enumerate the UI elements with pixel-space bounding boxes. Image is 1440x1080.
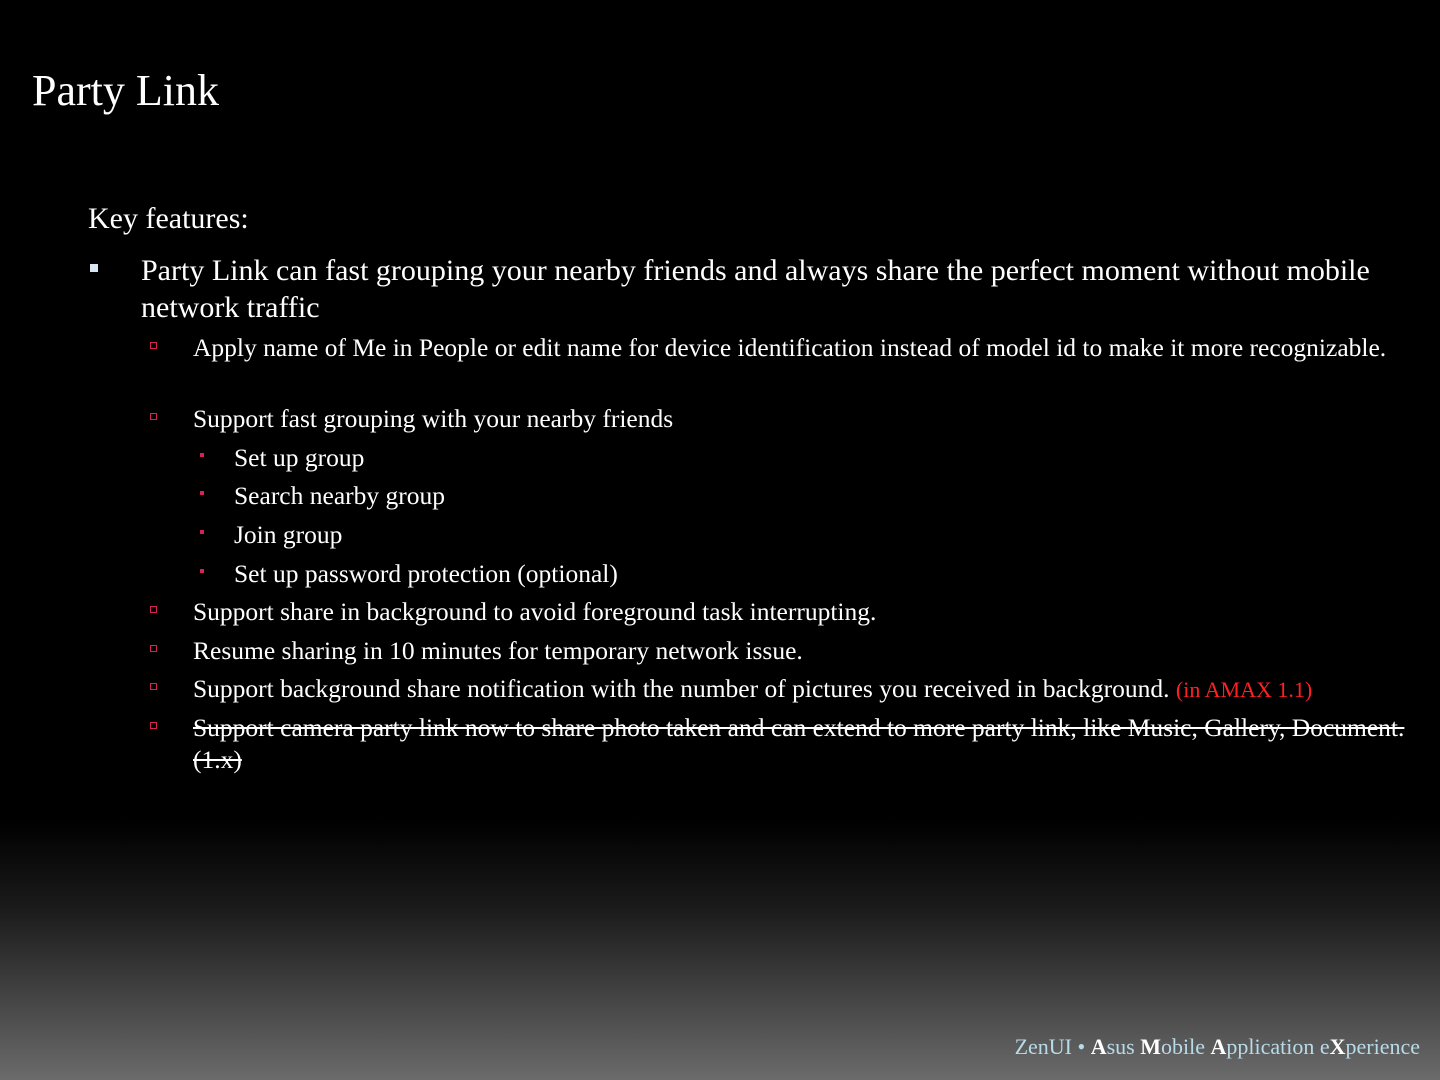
- hollow-square-bullet-icon: [150, 645, 157, 652]
- group-step-text: Join group: [234, 520, 343, 549]
- sub-item-text: Support background share notification with the number of pictures you received in background.: [193, 674, 1170, 703]
- main-bullet-item: [88, 252, 1388, 326]
- hollow-square-bullet-icon: [150, 683, 157, 690]
- amax-version-note: (in AMAX 1.1): [1175, 677, 1313, 702]
- hollow-square-bullet-icon: [150, 722, 157, 729]
- sub-item-text: Support share in background to avoid foreground task interrupting.: [193, 597, 877, 626]
- small-square-bullet-icon: [200, 491, 204, 495]
- square-bullet-icon: [90, 264, 98, 272]
- group-step-text: Set up group: [234, 443, 365, 472]
- sub-item-text: Apply name of Me in People or edit name for device identification instead of model id to make it more recognizable.: [193, 333, 1387, 362]
- footer-word-part: pplication e: [1226, 1034, 1330, 1059]
- group-step-item: [198, 442, 1398, 474]
- group-step-item: [198, 558, 1398, 590]
- intro-text: Key features:: [88, 202, 249, 235]
- footer-letter-a: A: [1090, 1034, 1107, 1059]
- footer-letter-x: X: [1329, 1034, 1346, 1059]
- sub-item-camera-party-link: [148, 712, 1418, 776]
- group-step-item: [198, 480, 1398, 512]
- small-square-bullet-icon: [200, 569, 204, 573]
- footer-letter-a2: A: [1210, 1034, 1227, 1059]
- sub-item-text: Resume sharing in 10 minutes for temporary network issue.: [193, 636, 803, 665]
- main-bullet-text: Party Link can fast grouping your nearby friends and always share the perfect moment without mobile network traffic: [141, 254, 1370, 324]
- small-square-bullet-icon: [200, 453, 204, 457]
- small-square-bullet-icon: [200, 530, 204, 534]
- footer-prefix: ZenUI •: [1014, 1034, 1091, 1059]
- group-step-text: Search nearby group: [234, 481, 445, 510]
- group-step-text: Set up password protection (optional): [234, 559, 618, 588]
- hollow-square-bullet-icon: [150, 606, 157, 613]
- hollow-square-bullet-icon: [150, 413, 157, 420]
- hollow-square-bullet-icon: [150, 342, 157, 349]
- footer-word-part: perience: [1345, 1034, 1420, 1059]
- footer-word-part: obile: [1160, 1034, 1211, 1059]
- sub-item-resume-sharing: [148, 635, 1418, 667]
- footer-branding: [1015, 1034, 1420, 1060]
- sub-item-share-notification: [148, 673, 1438, 706]
- struck-item-text: Support camera party link now to share photo taken and can extend to more party link, like Music, Gallery, Document. (1.x): [193, 713, 1405, 774]
- slide-title: Party Link: [32, 66, 219, 115]
- sub-item-background-share: [148, 596, 1418, 628]
- sub-item-fast-grouping: [148, 403, 1418, 435]
- group-step-item: [198, 519, 1398, 551]
- footer-letter-m: M: [1140, 1034, 1161, 1059]
- sub-item-text-wrap: [193, 673, 1438, 706]
- sub-item-text: Support fast grouping with your nearby friends: [193, 404, 674, 433]
- footer-word-part: sus: [1106, 1034, 1141, 1059]
- sub-item-device-name: [148, 332, 1418, 364]
